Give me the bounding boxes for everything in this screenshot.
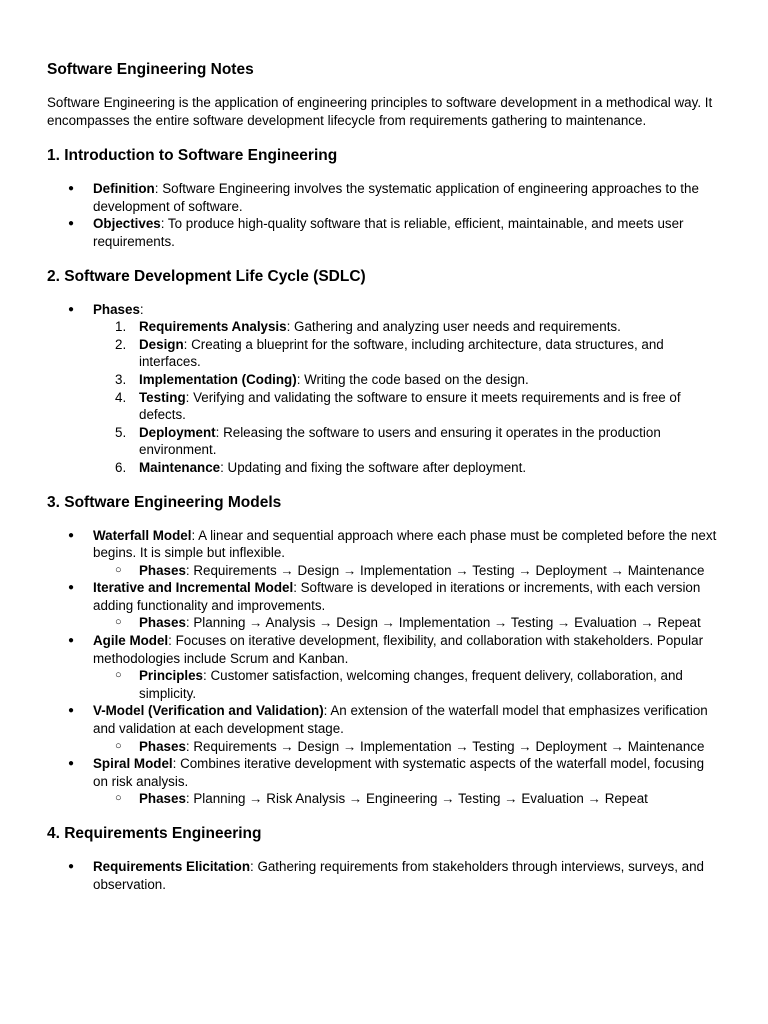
term-description: : Updating and fixing the software after deployment.	[220, 459, 527, 475]
sdlc-list	[47, 301, 722, 477]
term-label: Iterative and Incremental Model	[93, 580, 294, 596]
term-label: Maintenance	[139, 459, 221, 475]
term-label: Phases	[139, 791, 186, 807]
section-heading-requirements: 4. Requirements Engineering	[47, 825, 262, 842]
sub-list-item	[93, 614, 722, 632]
models-list	[47, 527, 722, 809]
term-description: : Releasing the software to users and ensuring it operates in the production environment.	[139, 424, 661, 458]
item-number: 1.	[115, 319, 127, 335]
list-item	[47, 579, 722, 632]
term-description: : Software is developed in iterations or increments, with each version adding functionality and improvements.	[93, 580, 701, 613]
term-description: : Writing the code based on the design.	[296, 371, 529, 387]
section-heading-introduction: 1. Introduction to Software Engineering	[47, 147, 338, 165]
numbered-item	[93, 336, 722, 371]
term-label: Implementation (Coding)	[139, 371, 297, 387]
term-description: : Planning → Risk Analysis → Engineering → Testing → Evaluation → Repeat	[185, 791, 648, 807]
term-label: Objectives	[93, 216, 161, 232]
numbered-item	[93, 424, 722, 459]
list-item	[47, 527, 722, 580]
term-label: Principles	[139, 668, 204, 684]
term-label: Design	[139, 336, 184, 352]
term-description: : Requirements → Design → Implementation → Testing → Deployment → Maintenance	[185, 562, 705, 578]
sub-list-item	[93, 562, 722, 580]
list-item	[47, 180, 722, 215]
term-description: : Gathering requirements from stakeholders through interviews, surveys, and observation.	[93, 859, 705, 892]
sub-list-item	[93, 667, 722, 702]
term-label: Phases	[139, 562, 186, 578]
term-label: Deployment	[139, 424, 216, 440]
term-description: : Requirements → Design → Implementation → Testing → Deployment → Maintenance	[185, 738, 705, 754]
term-description: :	[139, 301, 144, 317]
list-item	[47, 215, 722, 250]
numbered-item	[93, 389, 722, 424]
term-description: : Focuses on iterative development, flexibility, and collaboration with stakeholders. Popular methodologies include Scrum and Kanban.	[93, 633, 704, 666]
term-label: Phases	[139, 738, 186, 754]
term-label: Waterfall Model	[93, 527, 192, 543]
term-label: Definition	[93, 181, 155, 197]
term-description: : Customer satisfaction, welcoming changes, frequent delivery, collaboration, and simplicity.	[139, 668, 683, 701]
sub-list	[93, 790, 722, 808]
intro-paragraph: Software Engineering is the application of engineering principles to software development in a methodical way. It encompasses the entire software development lifecycle from requirements gathering to maintenance.	[47, 95, 713, 128]
sub-list-item	[93, 738, 722, 756]
sub-list	[93, 562, 722, 580]
numbered-item	[93, 318, 722, 336]
list-item	[47, 632, 722, 702]
sub-list	[93, 614, 722, 632]
term-label: Phases	[93, 301, 140, 317]
document-title: Software Engineering Notes	[47, 61, 254, 78]
list-item	[47, 858, 722, 893]
item-number: 5.	[115, 424, 127, 440]
term-description: : A linear and sequential approach where each phase must be completed before the next begins. It is simple but inflexible.	[93, 527, 717, 561]
sub-list	[93, 738, 722, 756]
list-item	[47, 702, 722, 755]
term-description: : Combines iterative development with systematic aspects of the waterfall model, focusing on risk analysis.	[93, 756, 705, 789]
section-heading-models: 3. Software Engineering Models	[47, 493, 282, 511]
item-number: 2.	[115, 336, 127, 352]
item-number: 4.	[115, 389, 127, 405]
sub-list-item	[93, 790, 722, 808]
list-item	[47, 301, 722, 477]
introduction-list	[47, 180, 722, 250]
term-label: Requirements Elicitation	[93, 859, 250, 874]
term-description: : To produce high-quality software that is reliable, efficient, maintainable, and meets user requirements.	[93, 216, 684, 249]
term-description: : Software Engineering involves the systematic application of engineering approaches to the development of software.	[93, 181, 699, 214]
numbered-item	[93, 371, 722, 389]
sdlc-phases-list	[93, 318, 722, 476]
list-item	[47, 755, 722, 808]
term-label: Agile Model	[93, 633, 169, 649]
section-heading-sdlc: 2. Software Development Life Cycle (SDLC)	[47, 267, 366, 285]
sub-list	[93, 667, 722, 702]
term-label: Phases	[139, 615, 186, 631]
item-number: 3.	[115, 371, 127, 387]
requirements-list	[47, 858, 722, 893]
term-label: V-Model (Verification and Validation)	[93, 703, 324, 719]
term-label: Requirements Analysis	[139, 319, 287, 335]
term-description: : Verifying and validating the software to ensure it meets requirements and is free of defects.	[139, 389, 681, 423]
term-label: Spiral Model	[93, 756, 173, 772]
term-label: Testing	[139, 389, 186, 405]
term-description: : Gathering and analyzing user needs and requirements.	[286, 319, 621, 335]
term-description: : An extension of the waterfall model that emphasizes verification and validation at each development stage.	[93, 703, 708, 737]
term-description: : Creating a blueprint for the software, including architecture, data structures, and interfaces.	[139, 336, 664, 370]
numbered-item	[93, 459, 722, 477]
item-number: 6.	[115, 459, 127, 475]
term-description: : Planning → Analysis → Design → Implementation → Testing → Evaluation → Repeat	[185, 615, 701, 631]
